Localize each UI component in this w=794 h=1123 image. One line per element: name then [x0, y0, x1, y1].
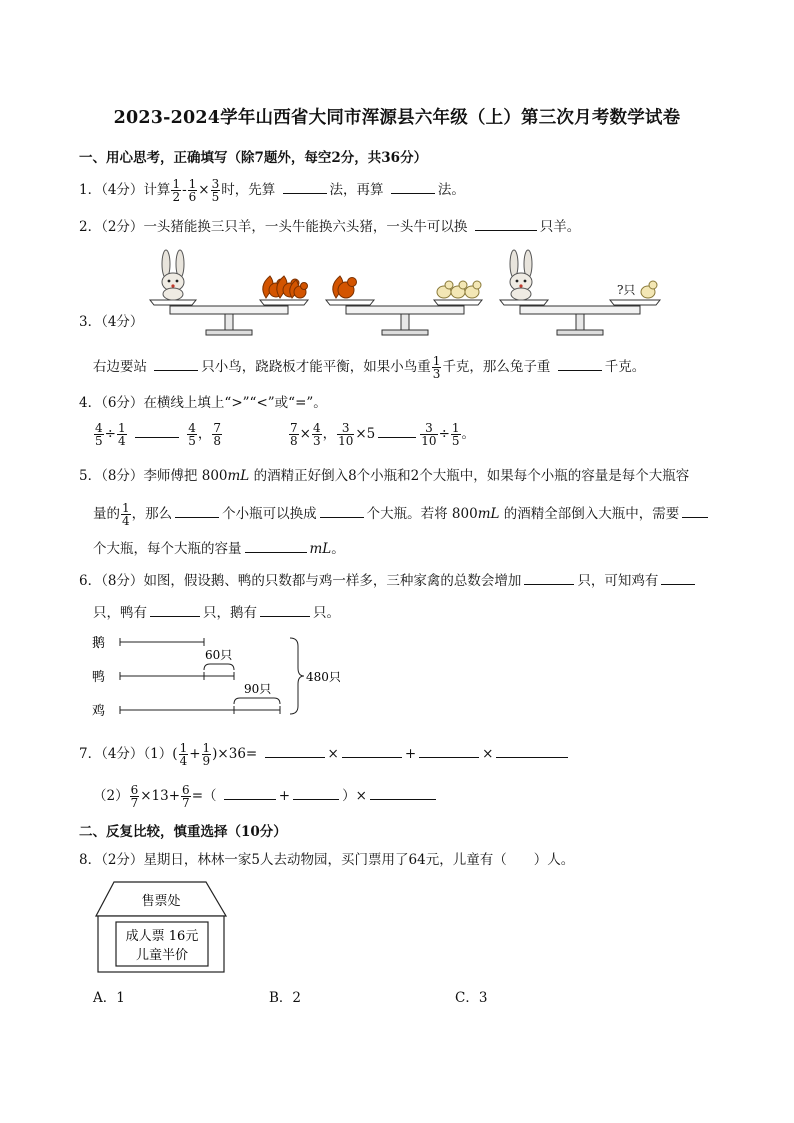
answer-blank[interactable]: [245, 538, 307, 553]
answer-blank[interactable]: [283, 179, 327, 194]
fraction: $\frac{1}{2}$: [172, 177, 181, 204]
op: -: [182, 182, 187, 198]
total-label: 480只: [306, 670, 341, 684]
squirrel-icon: [333, 276, 357, 298]
unknown-birds-label: ?只: [617, 283, 636, 297]
chicken-label: 鸡: [92, 704, 106, 719]
bird-icon: [437, 281, 481, 298]
question-2: [79, 216, 580, 237]
q1-number: 1．（4分）: [79, 182, 144, 198]
rabbit-icon: [162, 250, 184, 300]
q5-line-3: 个大瓶，每个大瓶的容量 mL。: [93, 538, 345, 559]
answer-blank[interactable]: [661, 570, 695, 585]
answer-blank[interactable]: [175, 503, 219, 518]
q3-text: 千克。: [604, 359, 646, 375]
answer-blank[interactable]: [342, 743, 402, 758]
answer-blank[interactable]: [524, 570, 574, 585]
q4-part-b: $\frac{7}{8}$ × $\frac{4}{3}$ ， $\frac{3}{10}$ ×5 $\frac{3}{10}$ ÷ $\frac{1}{5}$ 。: [290, 421, 476, 448]
q1-text: 法，再算: [329, 182, 384, 198]
answer-blank[interactable]: [154, 356, 198, 371]
q3-text: 右边要站: [93, 359, 147, 375]
difference-90-label: 90只: [244, 682, 272, 696]
child-ticket-price: 儿童半价: [135, 948, 189, 963]
question-8: [79, 850, 574, 870]
op: ×: [198, 182, 210, 198]
answer-blank[interactable]: [496, 743, 568, 758]
goose-label: 鹅: [92, 636, 106, 651]
q1-text: 计算: [143, 182, 171, 198]
answer-blank[interactable]: [293, 785, 339, 800]
question-7: 7．（4分）（1）( $\frac{1}{4}$ + $\frac{1}{9}$ )×36= × + ×: [79, 742, 571, 767]
ticket-booth-sign: [94, 880, 230, 974]
question-4: [79, 393, 327, 413]
q1-text: 时，先算: [221, 182, 276, 198]
answer-blank[interactable]: [378, 423, 416, 438]
q5-line-2: 量的 $\frac{1}{4}$ ，那么 个小瓶可以换成 个大瓶。若将 800mL 的酒精全部倒入大瓶中，需要: [93, 502, 711, 527]
answer-blank[interactable]: [391, 179, 435, 194]
question-5: 5．（8分）李师傅把 800mL 的酒精正好倒入8个小瓶和2个大瓶中，如果每个小瓶的容量是每个大瓶容: [79, 468, 690, 484]
fraction: $\frac{3}{5}$: [211, 177, 220, 204]
answer-blank[interactable]: [682, 503, 708, 518]
duck-label: 鸭: [92, 670, 106, 685]
page-title: 2023-2024学年山西省大同市浑源县六年级（上）第三次月考数学试卷: [113, 108, 681, 128]
answer-blank[interactable]: [224, 785, 276, 800]
answer-blank[interactable]: [320, 503, 364, 518]
seesaw-3: [500, 250, 660, 335]
q2-text: 一头猪能换三只羊，一头牛能换六头猪，一头牛可以换: [143, 219, 468, 235]
q5-number: 5．（8分）: [79, 468, 144, 484]
question-3-text: [93, 355, 645, 380]
q6-line-2: 只，鸭有 只，鹅有 只。: [93, 602, 340, 623]
seesaw-2: [326, 276, 482, 335]
q7-number: 7．（4分）: [79, 746, 144, 762]
poultry-line-diagram: [92, 630, 354, 722]
difference-60-label: 60只: [205, 648, 233, 662]
q6-number: 6．（8分）: [79, 573, 144, 589]
answer-blank[interactable]: [475, 216, 537, 231]
answer-blank[interactable]: [135, 423, 179, 438]
option-a[interactable]: A．1: [93, 990, 125, 1006]
option-b[interactable]: B．2: [269, 990, 302, 1006]
q4-part-a: $\frac{4}{5}$ ÷ $\frac{1}{4}$ $\frac{4}{5}$ ， $\frac{7}{8}$: [95, 421, 221, 448]
q4-number: 4．（6分）: [79, 395, 144, 411]
q3-number: 3．（4分）: [79, 314, 144, 330]
seesaw-illustration: [148, 238, 668, 344]
answer-blank[interactable]: [260, 602, 310, 617]
section1-heading: 一、用心思考，正确填写（除7题外，每空2分，共36分）: [79, 150, 428, 166]
ticket-office-label: 售票处: [141, 894, 181, 909]
q2-number: 2．（2分）: [79, 219, 144, 235]
rabbit-icon: [510, 250, 532, 300]
section2-heading: 二、反复比较，慎重选择（10分）: [79, 824, 287, 840]
q7-part-2: （2） $\frac{6}{7}$ ×13+ $\frac{6}{7}$ =（ + ）×: [93, 784, 439, 809]
squirrel-icon: [263, 276, 308, 298]
question-1: [79, 178, 465, 203]
q1-text: 法。: [437, 182, 465, 198]
answer-blank[interactable]: [150, 602, 200, 617]
seesaw-1: [150, 250, 308, 335]
bird-icon: [641, 281, 657, 298]
answer-blank[interactable]: [558, 356, 602, 371]
answer-blank[interactable]: [370, 785, 436, 800]
q3-text: 千克，那么兔子重: [442, 359, 551, 375]
adult-ticket-price: 成人票 16元: [125, 929, 199, 944]
option-c[interactable]: C．3: [455, 990, 488, 1006]
q8-text: 星期日，林林一家5人去动物园，买门票用了64元，儿童有（ ）人。: [143, 852, 575, 868]
q8-number: 8．（2分）: [79, 852, 144, 868]
question-6: 6．（8分）如图，假设鹅、鸭的只数都与鸡一样多，三种家禽的总数会增加 只，可知鸡有: [79, 570, 698, 591]
fraction: $\frac{1}{3}$: [432, 354, 441, 381]
fraction: $\frac{1}{6}$: [188, 177, 197, 204]
q3-text: 只小鸟，跷跷板才能平衡，如果小鸟重: [201, 359, 431, 375]
answer-blank[interactable]: [265, 743, 325, 758]
answer-blank[interactable]: [419, 743, 479, 758]
q4-text: 在横线上填上“>”“<”或“=”。: [143, 395, 327, 411]
q2-text: 只羊。: [539, 219, 581, 235]
